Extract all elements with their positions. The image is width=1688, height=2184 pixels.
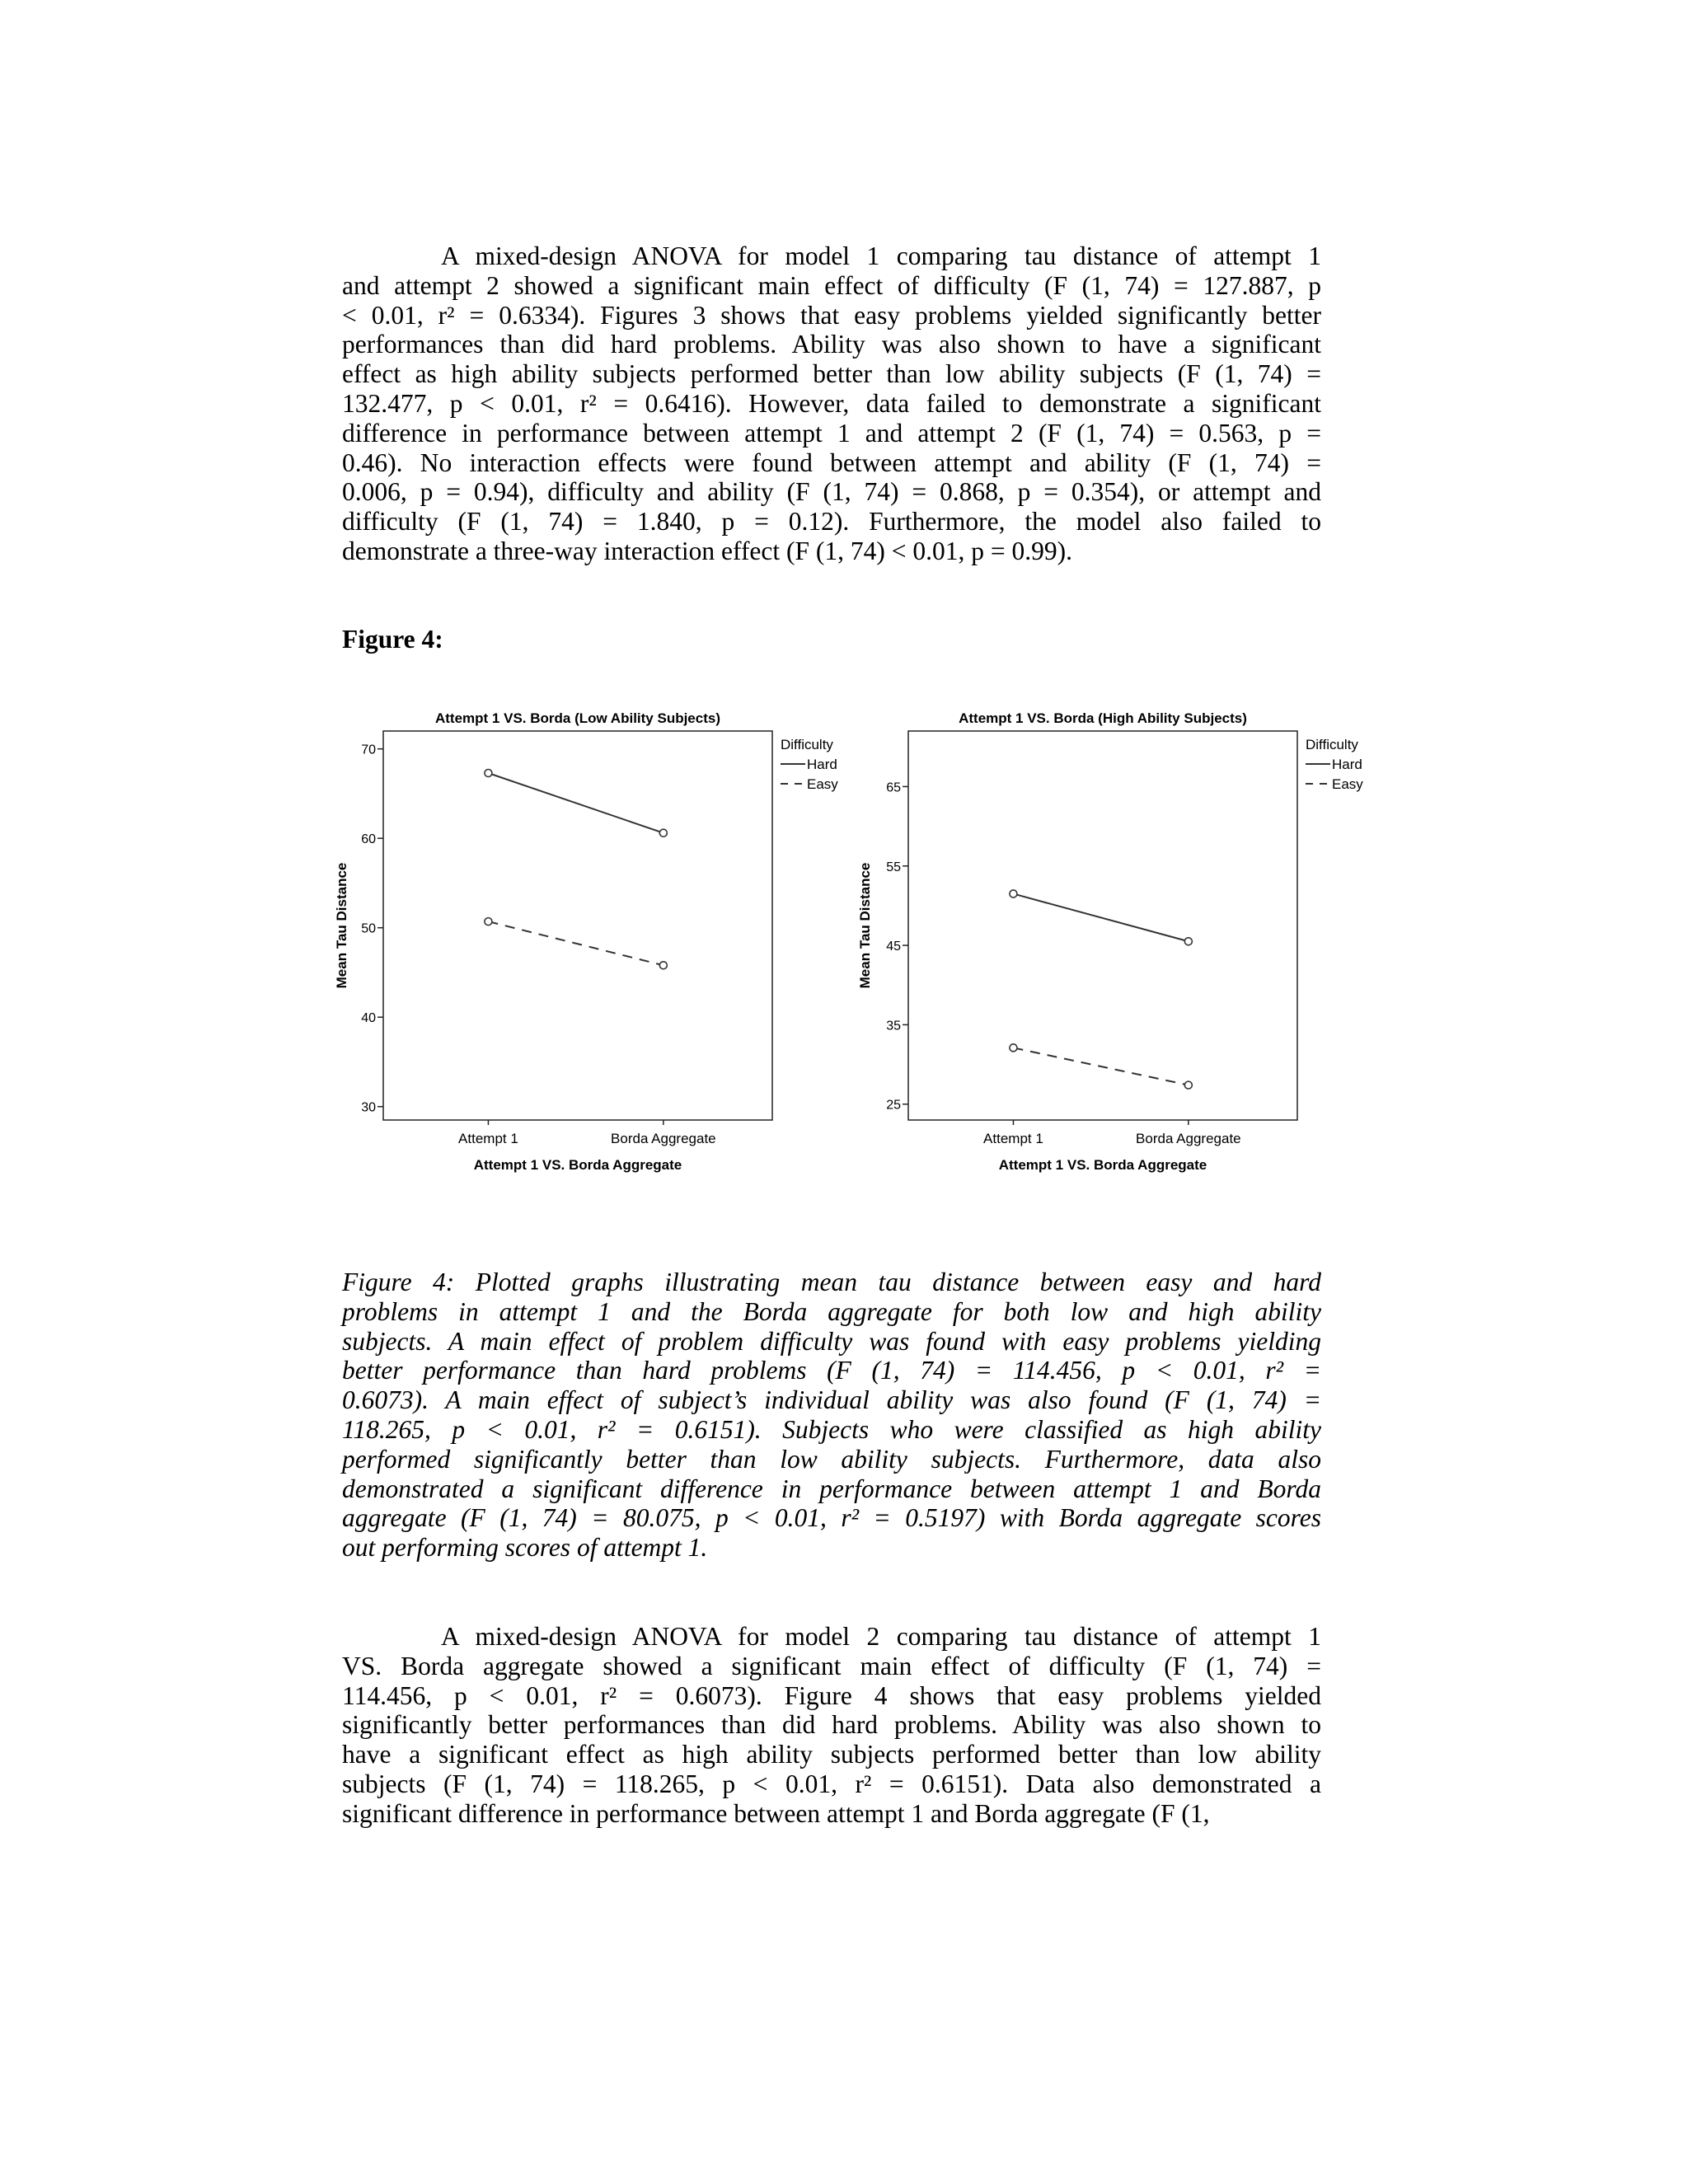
data-point: [485, 918, 492, 926]
chart-high-ability: [849, 696, 1393, 1187]
legend-title: Difficulty: [781, 737, 833, 752]
plot-frame: [908, 731, 1297, 1120]
series-hard: [1010, 890, 1192, 945]
y-tick-label: 60: [361, 832, 376, 847]
paragraph2-line: VS. Borda aggregate showed a significant main effect of difficulty (F (1, 74) =: [342, 1651, 1321, 1680]
y-tick-label: 45: [886, 940, 901, 954]
data-point: [485, 769, 492, 776]
legend: [1306, 737, 1363, 792]
y-tick-label: 25: [886, 1098, 901, 1113]
series-easy: [1010, 1044, 1192, 1089]
caption-line: 0.6073). A main effect of subject’s individual ability was also found (F (1, 74) =: [342, 1385, 1321, 1415]
legend: [781, 737, 838, 792]
paragraph1-line: demonstrate a three-way interaction effect (F (1, 74) < 0.01, p = 0.99).: [342, 536, 1073, 565]
paragraph1-line: and attempt 2 showed a significant main effect of difficulty (F (1, 74) = 127.887, p: [342, 270, 1321, 300]
legend-label: Easy: [807, 776, 838, 792]
x-tick-label: Attempt 1: [983, 1131, 1043, 1146]
caption-line: subjects. A main effect of problem difficulty was found with easy problems yielding: [342, 1326, 1321, 1356]
series-line: [488, 773, 663, 833]
paragraph2-line: significant difference in performance between attempt 1 and Borda aggregate (F (1,: [342, 1798, 1210, 1828]
paragraph1-line: 0.46). No interaction effects were found between attempt and ability (F (1, 74) =: [342, 448, 1321, 477]
y-tick-label: 55: [886, 860, 901, 874]
caption-line: aggregate (F (1, 74) = 80.075, p < 0.01, r² = 0.5197) with Borda aggregate scores: [342, 1503, 1321, 1533]
y-tick-label: 70: [361, 743, 376, 757]
data-point: [1010, 1044, 1017, 1052]
y-tick-label: 30: [361, 1100, 376, 1115]
figure-caption: [342, 1268, 1321, 1563]
data-point: [1010, 890, 1017, 898]
series-line: [488, 921, 663, 965]
y-tick-label: 40: [361, 1011, 376, 1026]
data-point: [1184, 1081, 1192, 1089]
legend-title: Difficulty: [1306, 737, 1358, 752]
y-tick-label: 50: [361, 921, 376, 936]
x-axis-label: Attempt 1 VS. Borda Aggregate: [473, 1157, 682, 1173]
chart-title: Attempt 1 VS. Borda (Low Ability Subjects): [434, 710, 721, 726]
series-easy: [485, 918, 667, 969]
paragraph1-line: difficulty (F (1, 74) = 1.840, p = 0.12). Furthermore, the model also failed to: [342, 507, 1321, 537]
paragraph1-line: 132.477, p < 0.01, r² = 0.6416). However, data failed to demonstrate a significant: [342, 388, 1321, 418]
series-line: [1013, 1047, 1188, 1085]
figure-heading: Figure 4:: [342, 625, 443, 654]
x-tick-label: Attempt 1: [458, 1131, 518, 1146]
x-tick-label: Borda Aggregate: [611, 1131, 716, 1146]
x-axis-label: Attempt 1 VS. Borda Aggregate: [998, 1157, 1207, 1173]
paragraph2-line: subjects (F (1, 74) = 118.265, p < 0.01, r² = 0.6151). Data also demonstrated a: [342, 1769, 1321, 1798]
paragraph1-line: < 0.01, r² = 0.6334). Figures 3 shows that easy problems yielded significantly better: [342, 300, 1321, 330]
y-tick-label: 65: [886, 780, 901, 795]
y-axis-label: Mean Tau Distance: [857, 862, 873, 989]
paragraph1-line: effect as high ability subjects performed better than low ability subjects (F (1, 74) =: [342, 359, 1321, 389]
caption-line: 118.265, p < 0.01, r² = 0.6151). Subjects who were classified as high ability: [342, 1414, 1321, 1444]
chart-low-ability: [326, 696, 853, 1187]
legend-label: Hard: [807, 757, 837, 772]
paragraph1-line: A mixed-design ANOVA for model 1 comparing tau distance of attempt 1: [441, 241, 1321, 270]
y-axis-label: Mean Tau Distance: [334, 862, 349, 989]
caption-line: performed significantly better than low ability subjects. Furthermore, data also: [342, 1444, 1321, 1474]
legend-label: Hard: [1332, 757, 1362, 772]
y-tick-label: 35: [886, 1019, 901, 1033]
legend-label: Easy: [1332, 776, 1363, 792]
paragraph1-line: difference in performance between attempt 1 and attempt 2 (F (1, 74) = 0.563, p =: [342, 418, 1321, 448]
data-point: [659, 962, 667, 969]
paragraph-2: [342, 1622, 1321, 1829]
chart-title: Attempt 1 VS. Borda (High Ability Subjects): [959, 710, 1247, 726]
series-hard: [485, 769, 667, 837]
caption-line: problems in attempt 1 and the Borda aggregate for both low and high ability: [342, 1296, 1321, 1326]
caption-line: Figure 4: Plotted graphs illustrating mean tau distance between easy and hard: [342, 1268, 1321, 1296]
x-tick-label: Borda Aggregate: [1136, 1131, 1241, 1146]
data-point: [659, 829, 667, 837]
paragraph2-line: significantly better performances than did hard problems. Ability was also shown to: [342, 1710, 1321, 1740]
caption-line: out performing scores of attempt 1.: [342, 1533, 708, 1563]
paragraph1-line: performances than did hard problems. Ability was also shown to have a significant: [342, 330, 1321, 359]
caption-line: demonstrated a significant difference in performance between attempt 1 and Borda: [342, 1474, 1321, 1503]
paragraph2-line: 114.456, p < 0.01, r² = 0.6073). Figure 4 shows that easy problems yielded: [342, 1680, 1321, 1710]
paragraph1-line: 0.006, p = 0.94), difficulty and ability (F (1, 74) = 0.868, p = 0.354), or attempt and: [342, 477, 1321, 507]
paragraph2-line: A mixed-design ANOVA for model 2 comparing tau distance of attempt 1: [441, 1622, 1321, 1651]
caption-line: better performance than hard problems (F (1, 74) = 114.456, p < 0.01, r² =: [342, 1356, 1321, 1385]
data-point: [1184, 938, 1192, 945]
paragraph2-line: have a significant effect as high ability subjects performed better than low ability: [342, 1740, 1321, 1769]
plot-frame: [383, 731, 772, 1120]
paragraph-1: [342, 241, 1321, 566]
series-line: [1013, 893, 1188, 941]
